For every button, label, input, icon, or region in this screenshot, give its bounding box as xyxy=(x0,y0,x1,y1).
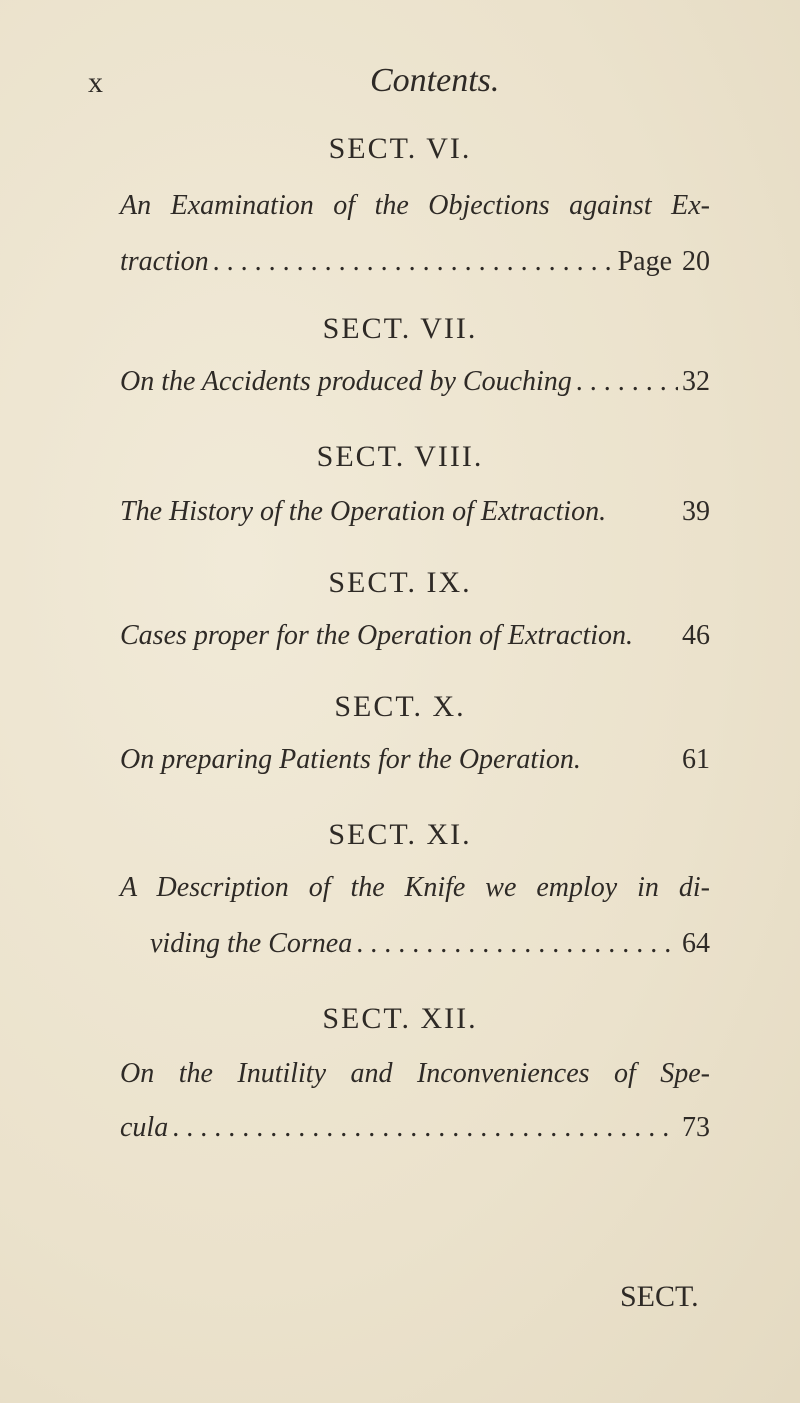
section-title-line: An Examination of the Objections against Ex- xyxy=(120,190,710,221)
catchword: SECT. xyxy=(620,1280,699,1313)
section-title-line xyxy=(120,496,710,528)
section-heading: SECT. VIII. xyxy=(316,440,484,473)
page-number: 61 xyxy=(682,744,710,775)
page-folio: x xyxy=(88,66,103,99)
section-title-text: traction xyxy=(120,246,209,277)
section-title-text: Cases proper for the Operation of Extraction. xyxy=(120,620,634,651)
dot-leader xyxy=(172,1112,678,1144)
section-title-text: On preparing Patients for the Operation. xyxy=(120,744,581,775)
section-title-text: The History of the Operation of Extraction. xyxy=(120,496,607,527)
section-heading: SECT. XI. xyxy=(328,818,472,851)
page-number: 46 xyxy=(682,620,710,651)
section-title-text: On the Accidents produced by Couching xyxy=(120,366,572,397)
section-title-line xyxy=(120,1112,710,1144)
section-title-text: viding the Cornea xyxy=(150,928,353,959)
dot-leader xyxy=(576,366,678,398)
page-number: 64 xyxy=(682,928,710,959)
section-title-line xyxy=(150,928,710,960)
running-title: Contents. xyxy=(370,62,500,99)
dot-leader xyxy=(356,928,678,960)
section-heading: SECT. IX. xyxy=(328,566,472,599)
section-heading: SECT. XII. xyxy=(322,1002,478,1035)
section-title-line: On the Inutility and Inconveniences of Spe- xyxy=(120,1058,710,1089)
dot-leader xyxy=(213,246,614,278)
page-prefix: Page xyxy=(617,246,672,277)
section-title-line xyxy=(120,246,710,278)
section-heading: SECT. VII. xyxy=(322,312,478,345)
section-title-line xyxy=(120,366,710,398)
page-number: 39 xyxy=(682,496,710,527)
page-number: 32 xyxy=(682,366,710,397)
section-title-line: A Description of the Knife we employ in di- xyxy=(120,872,710,903)
page-number: 20 xyxy=(682,246,710,277)
page-number: 73 xyxy=(682,1112,710,1143)
section-title-text: cula xyxy=(120,1112,169,1143)
section-heading: SECT. X. xyxy=(334,690,466,723)
section-title-line xyxy=(120,744,710,776)
section-heading: SECT. VI. xyxy=(328,132,472,165)
page-header xyxy=(0,62,800,110)
section-title-line xyxy=(120,620,710,652)
